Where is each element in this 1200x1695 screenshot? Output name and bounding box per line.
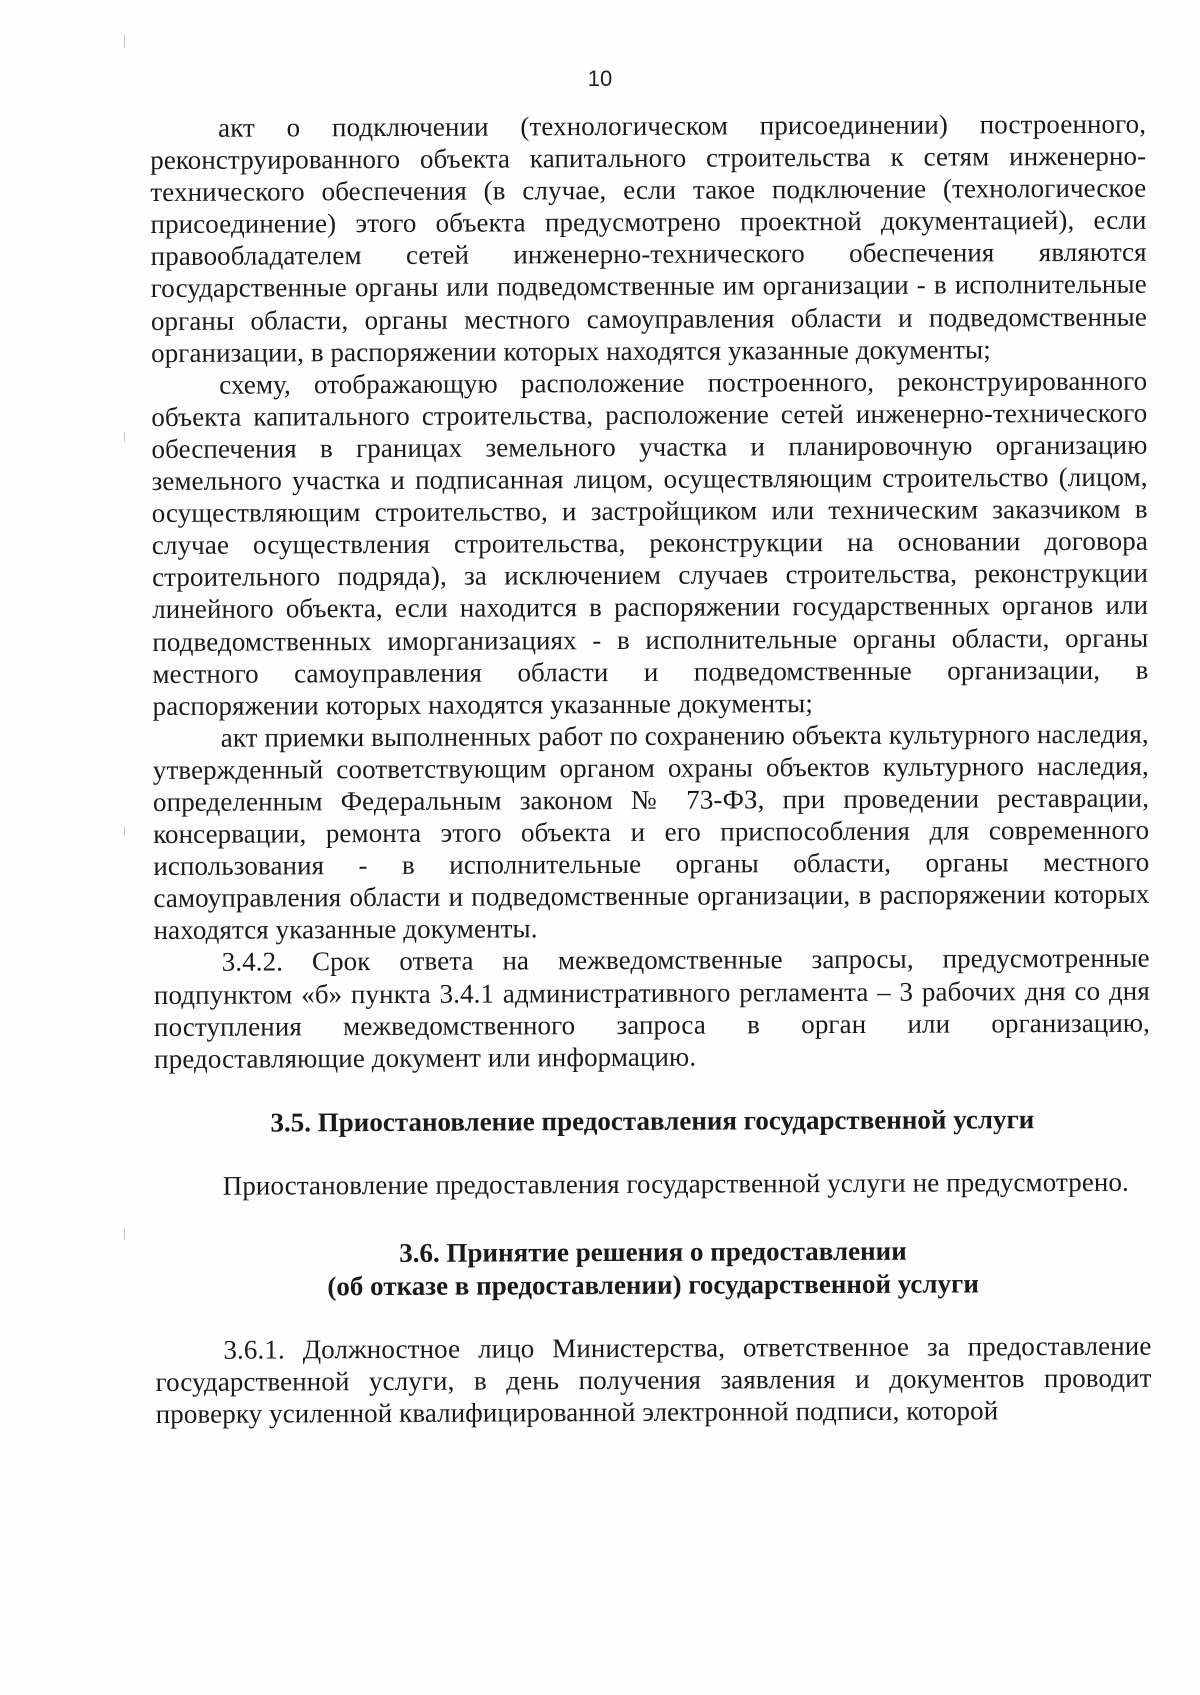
section-3-6-heading: [155, 1234, 1151, 1304]
scan-artifact-mark: [124, 34, 125, 48]
paragraph-response-deadline: 3.4.2. Срок ответа на межведомственные запросы, предусмотренные подпунктом «б» пункта 3.4.1 административного регламента – 3 рабочих дня со дня поступления межведомственного запроса в орган или организацию, предоставляющие документ или информацию.: [153, 943, 1151, 1074]
paragraph-layout-scheme: схему, отображающую расположение построенного, реконструированного объекта капитального строительства, расположение сетей инженерно-технического обеспечения в границах земельного участка и планировочную организацию земельного участка и подписанная лицом, осуществляющим строительство (лицом, осуществляющим строительство, и застройщиком или техническим заказчиком в случае осуществления строительства, реконструкции на основании договора строительного подряда), за исключением случаев строительства, реконструкции линейного объекта, если находится в распоряжении государственных органов или подведомственных иморганизациях - в исполнительные органы области, органы местного самоуправления области и подведомственные организации, в распоряжении которых находятся указанные документы;: [151, 365, 1149, 721]
scan-artifact-mark: [124, 826, 125, 836]
section-3-6-heading-line-2: (об отказе в предоставлении) государственной услуги: [327, 1268, 979, 1302]
section-3-6-heading-line-1: 3.6. Принятие решения о предоставлении: [399, 1235, 907, 1268]
section-3-5-heading: 3.5. Приостановление предоставления государственной услуги: [270, 1103, 1035, 1138]
scan-artifact-mark: [124, 432, 125, 442]
paragraph-heritage-act: акт приемки выполненных работ по сохранению объекта культурного наследия, утвержденный соответствующим органом охраны объектов культурного наследия, определенным Федеральным законом № 73-ФЗ, при проведении реставрации, консервации, ремонта этого объекта и его приспособления для современного использования - в исполнительные органы области, органы местного самоуправления области и подведомственные организации, в распоряжении которых находятся указанные документы.: [152, 718, 1150, 946]
section-3-6-1-text: 3.6.1. Должностное лицо Министерства, ответственное за предоставление государственной услуги, в день получения заявления и документов проводит проверку усиленной квалифицированной электронной подписи, которой: [155, 1330, 1152, 1430]
document-body: [150, 108, 1152, 1431]
page-number: 10: [587, 66, 613, 91]
paragraph-connection-act: акт о подключении (технологическом присоединении) построенного, реконструированного объекта капитального строительства к сетям инженерно-технического обеспечения (в случае, если такое подключение (технологическое присоединение) этого объекта предусмотрено проектной документацией), если правообладателем сетей инженерно-технического обеспечения являются государственные органы или подведомственные им организации - в исполнительные органы области, органы местного самоуправления области и подведомственные организации, в распоряжении которых находятся указанные документы;: [150, 108, 1147, 368]
section-3-5-text: Приостановление предоставления государственной услуги не предусмотрено.: [222, 1166, 1129, 1201]
scan-artifact-mark: [124, 1228, 125, 1240]
